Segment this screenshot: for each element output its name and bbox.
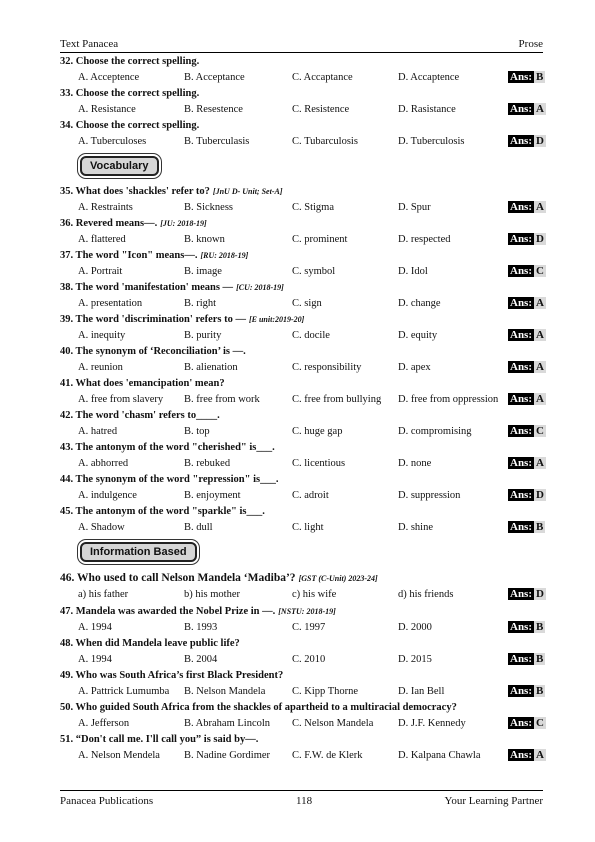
question-item [60, 668, 550, 700]
question-item [60, 86, 550, 118]
option-row [60, 234, 550, 248]
question-item [60, 504, 550, 536]
answer-key [508, 265, 546, 277]
answer-label: Ans: [510, 588, 533, 600]
option-d: D. suppression [398, 490, 461, 501]
question-text [60, 282, 284, 293]
option-row [60, 490, 550, 504]
option-row [60, 718, 550, 732]
question-stem: 34. Choose the correct spelling. [60, 120, 200, 131]
answer-label: Ans: [510, 749, 533, 761]
question-item [60, 248, 550, 280]
question-text [60, 218, 207, 229]
section-information [60, 536, 550, 570]
answer-value: D [536, 135, 544, 147]
answer-value: A [536, 361, 544, 373]
answer-value: B [536, 521, 544, 533]
option-d: D. Ian Bell [398, 686, 445, 697]
answer-key [508, 653, 545, 665]
option-d: D. Kalpana Chawla [398, 750, 481, 761]
option-row [60, 750, 550, 764]
option-a: A. Portrait [78, 266, 123, 277]
question-text [60, 638, 240, 649]
answer-label: Ans: [510, 135, 533, 147]
answer-key [508, 717, 546, 729]
option-b: B. free from work [184, 394, 260, 405]
option-row [60, 589, 550, 603]
footer-publisher: Panacea Publications [60, 795, 154, 807]
answer-label: Ans: [510, 653, 533, 665]
answer-value: B [536, 71, 544, 83]
option-row [60, 426, 550, 440]
answer-label: Ans: [510, 361, 533, 373]
question-text [60, 56, 199, 67]
option-a: A. flattered [78, 234, 126, 245]
option-b: B. Nelson Mandela [184, 686, 266, 697]
option-row [60, 104, 550, 118]
answer-key [508, 685, 545, 697]
option-c: C. Stigma [292, 202, 335, 213]
option-row [60, 202, 550, 216]
answer-value: D [536, 489, 544, 501]
question-stem: 40. The synonym of ‘Reconciliation’ is —. [60, 346, 246, 357]
option-a: A. 1994 [78, 622, 112, 633]
question-text [60, 378, 225, 389]
question-item [60, 408, 550, 440]
question-stem: 38. The word 'manifestation' means — [60, 282, 234, 293]
question-stem: 36. Revered means—. [60, 218, 158, 229]
option-row [60, 266, 550, 280]
question-text [60, 410, 220, 421]
option-b: B. image [184, 266, 222, 277]
answer-key [508, 329, 546, 341]
option-a: A. free from slavery [78, 394, 164, 405]
question-stem: 50. Who guided South Africa from the shackles of apartheid to a multiracial democracy? [60, 702, 457, 713]
option-d: D. Idol [398, 266, 428, 277]
question-stem: 33. Choose the correct spelling. [60, 88, 200, 99]
option-c: C. responsibility [292, 362, 362, 373]
option-b: B. enjoyment [184, 490, 241, 501]
question-text [60, 346, 246, 357]
option-c: C. docile [292, 330, 330, 341]
option-a: A. Restraints [78, 202, 133, 213]
question-text [60, 572, 378, 584]
answer-value: A [536, 297, 544, 309]
answer-key [508, 621, 545, 633]
question-text [60, 442, 275, 453]
question-stem: 37. The word "Icon" means—. [60, 250, 198, 261]
question-text [60, 506, 265, 517]
question-stem: 44. The synonym of the word "repression" is___. [60, 474, 279, 485]
option-d: D. Rasistance [398, 104, 456, 115]
question-item [60, 636, 550, 668]
option-b: B. Acceptance [184, 72, 245, 83]
question-text [60, 474, 278, 485]
answer-key [508, 457, 546, 469]
option-b: B. rebuked [184, 458, 231, 469]
option-b: B. known [184, 234, 225, 245]
option-a: a) his father [78, 589, 129, 600]
option-c: C. Resistence [292, 104, 350, 115]
question-item [60, 184, 550, 216]
section-badge-vocabulary: Vocabulary [80, 156, 159, 176]
option-c: C. huge gap [292, 426, 343, 437]
option-b: B. Tuberculasis [184, 136, 250, 147]
answer-key [508, 135, 546, 147]
option-a: A. abhorred [78, 458, 129, 469]
option-c: C. free from bullying [292, 394, 382, 405]
answer-label: Ans: [510, 393, 533, 405]
answer-key [508, 588, 546, 600]
option-row [60, 654, 550, 668]
spelling-questions [60, 54, 550, 150]
question-item [60, 312, 550, 344]
question-item [60, 216, 550, 248]
option-d: D. equity [398, 330, 438, 341]
question-text [60, 250, 248, 261]
question-text [60, 120, 199, 131]
option-c: C. 1997 [292, 622, 326, 633]
section-vocabulary [60, 150, 550, 184]
answer-label: Ans: [510, 297, 533, 309]
question-source: [NSTU: 2018-19] [278, 607, 336, 616]
answer-label: Ans: [510, 71, 533, 83]
question-stem: 43. The antonym of the word "cherished" is___. [60, 442, 275, 453]
answer-value: C [536, 425, 544, 437]
option-d: D. none [398, 458, 432, 469]
option-c: C. F.W. de Klerk [292, 750, 363, 761]
option-row [60, 458, 550, 472]
header-section: Prose [518, 38, 543, 50]
question-list [60, 54, 550, 764]
answer-label: Ans: [510, 265, 533, 277]
option-c: C. Nelson Mandela [292, 718, 374, 729]
question-stem: 45. The antonym of the word "sparkle" is___. [60, 506, 265, 517]
option-a: A. Tuberculoses [78, 136, 147, 147]
answer-key [508, 361, 546, 373]
option-c: C. 2010 [292, 654, 326, 665]
answer-label: Ans: [510, 685, 533, 697]
option-a: A. reunion [78, 362, 123, 373]
option-c: C. light [292, 522, 324, 533]
answer-label: Ans: [510, 425, 533, 437]
option-a: A. inequity [78, 330, 126, 341]
answer-key [508, 393, 546, 405]
question-item [60, 472, 550, 504]
question-text [60, 314, 304, 325]
question-stem: 39. The word 'discrimination' refers to — [60, 314, 246, 325]
option-b: b) his mother [184, 589, 240, 600]
option-a: A. indulgence [78, 490, 137, 501]
section-badge-information: Information Based [80, 542, 197, 562]
option-c: C. Kipp Thorne [292, 686, 359, 697]
answer-value: B [536, 653, 544, 665]
answer-value: C [536, 717, 544, 729]
option-b: B. top [184, 426, 210, 437]
answer-label: Ans: [510, 717, 533, 729]
option-b: B. purity [184, 330, 222, 341]
answer-key [508, 425, 546, 437]
option-row [60, 622, 550, 636]
question-stem: 48. When did Mandela leave public life? [60, 638, 240, 649]
option-b: B. alienation [184, 362, 238, 373]
option-c: C. licentious [292, 458, 346, 469]
option-b: B. Abraham Lincoln [184, 718, 271, 729]
option-a: A. hatred [78, 426, 118, 437]
option-b: B. dull [184, 522, 213, 533]
answer-value: A [536, 457, 544, 469]
question-item [60, 54, 550, 86]
option-b: B. right [184, 298, 217, 309]
question-stem: 47. Mandela was awarded the Nobel Prize in —. [60, 606, 276, 617]
option-a: A. presentation [78, 298, 143, 309]
option-row [60, 362, 550, 376]
question-text [60, 186, 282, 197]
question-text [60, 670, 283, 681]
question-source: [JU: 2018-19] [160, 219, 207, 228]
option-row [60, 686, 550, 700]
question-source: [RU: 2018-19] [200, 251, 249, 260]
question-source: [E unit:2019-20] [248, 315, 305, 324]
information-questions [60, 570, 550, 764]
option-row [60, 522, 550, 536]
option-d: D. 2015 [398, 654, 432, 665]
option-b: B. 2004 [184, 654, 218, 665]
question-item [60, 440, 550, 472]
option-d: D. free from oppression [398, 394, 499, 405]
answer-label: Ans: [510, 489, 533, 501]
question-item [60, 280, 550, 312]
header-book-title: Text Panacea [60, 38, 119, 50]
answer-key [508, 489, 546, 501]
question-item [60, 700, 550, 732]
option-row [60, 394, 550, 408]
question-item [60, 376, 550, 408]
question-stem: 41. What does 'emancipation' mean? [60, 378, 225, 389]
option-d: D. Spur [398, 202, 431, 213]
question-stem: 49. Who was South Africa’s first Black President? [60, 670, 284, 681]
question-text [60, 606, 336, 617]
option-row [60, 72, 550, 86]
option-a: A. 1994 [78, 654, 112, 665]
option-c: C. prominent [292, 234, 348, 245]
option-a: A. Resistance [78, 104, 136, 115]
question-stem: 51. “Don't call me. I'll call you” is said by—. [60, 734, 259, 745]
option-b: B. Nadine Gordimer [184, 750, 271, 761]
answer-key [508, 201, 546, 213]
answer-label: Ans: [510, 521, 533, 533]
answer-value: A [536, 103, 544, 115]
answer-value: A [536, 749, 544, 761]
option-d: D. Tuberculosis [398, 136, 465, 147]
question-text [60, 734, 258, 745]
question-item [60, 732, 550, 764]
option-c: C. symbol [292, 266, 336, 277]
option-a: A. Nelson Mendela [78, 750, 160, 761]
answer-value: B [536, 685, 544, 697]
question-stem: 42. The word 'chasm' refers to____. [60, 410, 220, 421]
answer-label: Ans: [510, 329, 533, 341]
option-c: c) his wife [292, 589, 337, 600]
footer-tagline: Your Learning Partner [444, 795, 543, 807]
question-source: [JnU D- Unit; Set-A] [212, 187, 283, 196]
answer-label: Ans: [510, 457, 533, 469]
option-d: D. shine [398, 522, 433, 533]
answer-value: B [536, 621, 544, 633]
answer-label: Ans: [510, 103, 533, 115]
page-header [60, 38, 543, 53]
answer-key [508, 521, 545, 533]
option-b: B. Sickness [184, 202, 234, 213]
question-text [60, 702, 457, 713]
answer-key [508, 233, 546, 245]
option-c: C. Accaptance [292, 72, 353, 83]
option-d: D. compromising [398, 426, 472, 437]
option-row [60, 136, 550, 150]
option-a: A. Acceptence [78, 72, 140, 83]
option-d: D. Accaptence [398, 72, 460, 83]
option-c: C. sign [292, 298, 322, 309]
option-a: A. Pattrick Lumumba [78, 686, 170, 697]
option-c: C. Tubarculosis [292, 136, 358, 147]
option-row [60, 330, 550, 344]
option-a: A. Jefferson [78, 718, 130, 729]
answer-key [508, 749, 546, 761]
question-item [60, 344, 550, 376]
answer-value: D [536, 588, 544, 600]
page-number: 118 [296, 795, 313, 807]
answer-key [508, 71, 545, 83]
page-footer [60, 790, 543, 807]
answer-key [508, 297, 546, 309]
option-d: D. respected [398, 234, 451, 245]
question-text [60, 88, 199, 99]
option-d: d) his friends [398, 589, 454, 600]
option-row [60, 298, 550, 312]
answer-label: Ans: [510, 201, 533, 213]
answer-value: A [536, 201, 544, 213]
option-a: A. Shadow [78, 522, 125, 533]
answer-value: C [536, 265, 544, 277]
question-source: [GST (C-Unit) 2023-24] [298, 574, 378, 583]
answer-key [508, 103, 546, 115]
option-d: D. apex [398, 362, 431, 373]
question-item [60, 570, 550, 604]
option-b: B. Resestence [184, 104, 243, 115]
option-c: C. adroit [292, 490, 329, 501]
question-stem: 46. Who used to call Nelson Mandela ‘Madiba’? [60, 572, 296, 584]
vocabulary-questions [60, 184, 550, 536]
option-d: D. J.F. Kennedy [398, 718, 466, 729]
option-d: D. 2000 [398, 622, 432, 633]
question-item [60, 118, 550, 150]
answer-value: D [536, 233, 544, 245]
question-source: [CU: 2018-19] [236, 283, 284, 292]
question-stem: 35. What does 'shackles' refer to? [60, 186, 210, 197]
option-b: B. 1993 [184, 622, 218, 633]
answer-value: A [536, 393, 544, 405]
answer-label: Ans: [510, 233, 533, 245]
answer-label: Ans: [510, 621, 533, 633]
question-stem: 32. Choose the correct spelling. [60, 56, 200, 67]
answer-value: A [536, 329, 544, 341]
question-item [60, 604, 550, 636]
option-d: D. change [398, 298, 441, 309]
